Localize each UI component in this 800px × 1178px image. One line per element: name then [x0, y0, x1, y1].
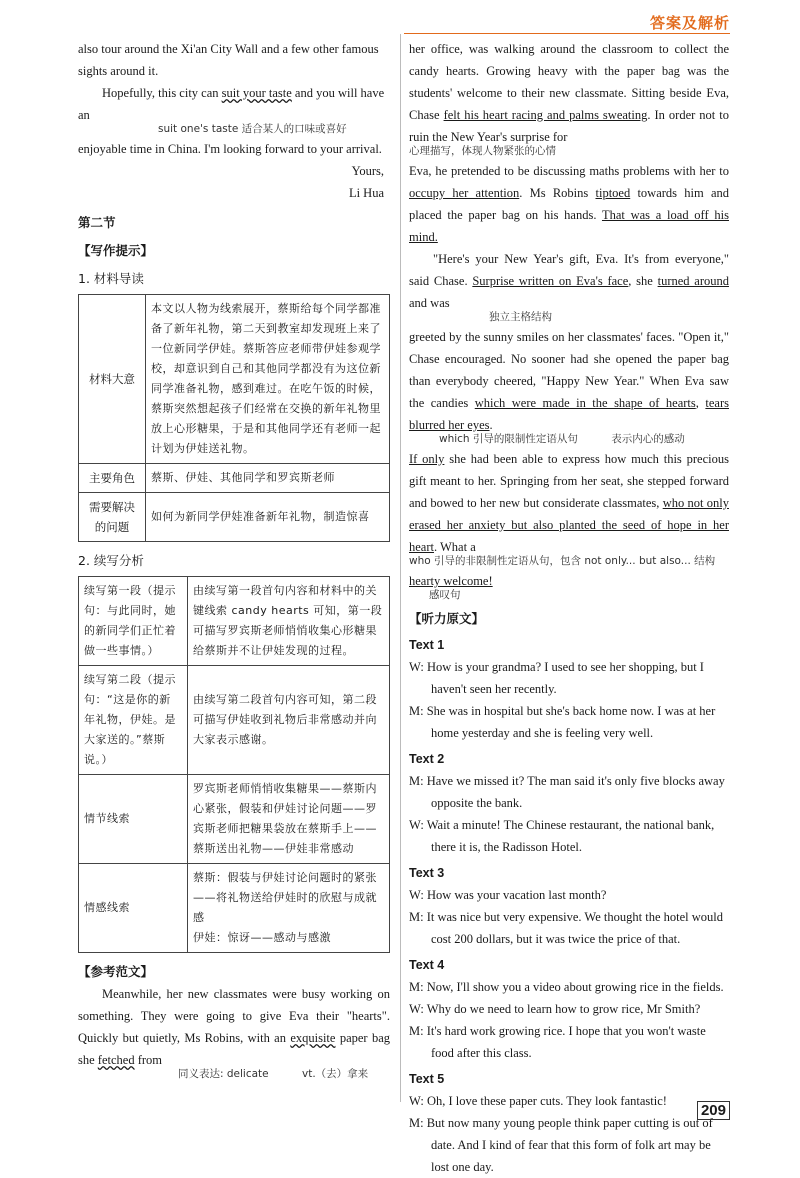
word-tiptoed: tiptoed	[595, 186, 631, 200]
model-essay-para-1: Meanwhile, her new classmates were busy working on something. They were going to give Eva their "hearts". Quickly but quietly, Ms Robins, with an exquisite paper bag she fetched from	[78, 987, 390, 1067]
annotation-synonym: 同义表达: delicate vt.（去）拿来	[178, 1068, 369, 1080]
letter-closing: Yours,	[351, 164, 384, 178]
phrase-suit-your-taste: suit your taste	[221, 86, 292, 100]
header-rule	[404, 33, 730, 34]
listening-text-1	[409, 634, 729, 744]
annotation-restrictive: which 引导的限制性定语从句 表示内心的感动	[439, 433, 685, 445]
dialog-line: M: It was nice but very expensive. We thought the hotel would cost 200 dollars, but it was twice the price of that.	[409, 910, 723, 946]
model-essay-para-2-cont: greeted by the sunny smiles on her classmates' faces. "Open it," Chase encouraged. No sooner had she opened the paper bag than everybody cheered, "Happy New Year." When Eva saw the candies which were made in the shape of hearts, tears blurred her eyes.	[409, 330, 729, 432]
left-column	[78, 38, 390, 1083]
writing-tips-heading: 【写作提示】	[78, 243, 154, 258]
letter-signature: Li Hua	[348, 186, 384, 200]
dialog-line: W: Oh, I love these paper cuts. They look fantastic!	[409, 1094, 667, 1108]
right-column	[409, 38, 729, 1178]
model-essay-para-2-end: If only she had been able to express how much this precious gift meant to her. Springing from her seat, she stepped forward and bowed to her new but considerate classmates, who not only erased her anxiety but also planted the seed of hope in her heart. What a	[409, 452, 729, 554]
table-label-cell: 需要解决的问题	[79, 493, 146, 542]
table-text-cell: 由续写第二段首句内容可知，第二段可描写伊娃收到礼物后非常感动并向大家表示感谢。	[188, 666, 390, 775]
dialog-line: W: Wait a minute! The Chinese restaurant, the national bank, there it is, the Radisson Hotel.	[409, 818, 715, 854]
dialog-line: W: How is your grandma? I used to see her shopping, but I haven't seen her recently.	[409, 660, 704, 696]
phrase-if-only: If only	[409, 452, 445, 466]
table-row	[79, 464, 390, 493]
table-row	[79, 295, 390, 464]
table-row	[79, 666, 390, 775]
dialog-line: W: Why do we need to learn how to grow rice, Mr Smith?	[409, 1002, 701, 1016]
text-title: Text 3	[409, 866, 445, 880]
phrase-heart-racing: felt his heart racing and palms sweating	[443, 108, 648, 122]
table-text-cell: 本文以人物为线索展开，蔡斯给每个同学都准备了新年礼物，第二天到教室却发现班上来了一位新同学伊娃。蔡斯答应老师带伊娃参观学校，却意识到自己和其他同学都没有为这位新同学准备礼物，感到难过。在吃午饭的时候，蔡斯突然想起孩子们经常在交换的新年礼物里放上心形糖果，于是和其他同学还有老师一起计划为伊娃送礼物。	[146, 295, 390, 464]
annotation-absolute: 独立主格结构	[489, 311, 552, 323]
page-number: 209	[697, 1101, 730, 1120]
column-divider	[400, 34, 401, 1102]
table-text-cell: 如何为新同学伊娃准备新年礼物，制造惊喜	[146, 493, 390, 542]
model-essay-para-2: "Here's your New Year's gift, Eva. It's from everyone," said Chase. Surprise written on Eva's face, she turned around and was	[409, 252, 729, 310]
text-title: Text 4	[409, 958, 445, 972]
table-text-cell: 罗宾斯老师悄悄收集糖果——蔡斯内心紧张，假装和伊娃讨论问题——罗宾斯老师把糖果袋放在蔡斯手上——蔡斯送出礼物——伊娃非常感动	[188, 775, 390, 864]
table-label-cell: 续写第二段（提示句：“这是你的新年礼物，伊娃。是大家送的。”蔡斯说。）	[79, 666, 188, 775]
table-text-cell: 蔡斯、伊娃、其他同学和罗宾斯老师	[146, 464, 390, 493]
continuation-analysis-heading: 2. 续写分析	[78, 553, 144, 568]
phrase-surprise-written: Surprise written on Eva's face	[472, 274, 629, 288]
table-text-cell: 由续写第一段首句内容和材料中的关键线索 candy hearts 可知，第一段可描写罗宾斯老师悄悄收集心形糖果给蔡斯并不让伊娃发现的过程。	[188, 577, 390, 666]
table-label-cell: 主要角色	[79, 464, 146, 493]
material-table	[78, 294, 390, 542]
annotation-psychological: 心理描写，体现人物紧张的心情	[409, 145, 556, 157]
listening-heading: 【听力原文】	[409, 611, 485, 626]
dialog-line: M: Have we missed it? The man said it's only five blocks away opposite the bank.	[409, 774, 725, 810]
dialog-line: M: It's hard work growing rice. I hope that you won't waste food after this class.	[409, 1024, 706, 1060]
phrase-tears-blurred: tears blurred her eyes	[409, 396, 729, 432]
phrase-not-only: who not only erased her anxiety but also planted the seed of hope in her heart	[409, 496, 729, 554]
dialog-line: M: Now, I'll show you a video about growing rice in the fields.	[409, 980, 724, 994]
text-title: Text 1	[409, 638, 445, 652]
analysis-table	[78, 576, 390, 953]
table-label-cell: 情节线索	[79, 775, 188, 864]
page-header-title: 答案及解析	[649, 14, 730, 32]
annotation-suit-taste: suit one's taste 适合某人的口味或喜好	[158, 123, 347, 135]
phrase-hearty-welcome: hearty welcome!	[409, 574, 493, 588]
letter-line-2: Hopefully, this city can suit your taste and you will have an	[78, 86, 385, 122]
annotation-exclamation: 感叹句	[429, 589, 461, 601]
table-label-cell: 材料大意	[79, 295, 146, 464]
phrase-occupy-attention: occupy her attention	[409, 186, 520, 200]
section-heading-2: 第二节	[78, 215, 116, 230]
phrase-load-off-mind: That was a load off his mind.	[409, 208, 729, 244]
table-row	[79, 775, 390, 864]
table-row	[79, 493, 390, 542]
text-title: Text 5	[409, 1072, 445, 1086]
phrase-shape-of-hearts: which were made in the shape of hearts	[474, 396, 696, 410]
table-row	[79, 577, 390, 666]
model-essay-para-1-cont: her office, was walking around the classroom to collect the candy hearts. Growing heavy with the paper bag was the students' welcome to their new classmate. Sitting beside Eva, Chase felt his heart racing and palms sweating. In order not to ruin the New Year's surprise for	[409, 42, 729, 144]
text-title: Text 2	[409, 752, 445, 766]
word-fetched: fetched	[97, 1053, 135, 1067]
table-row	[79, 864, 390, 953]
phrase-turned-around: turned around	[657, 274, 729, 288]
table-label-cell: 情感线索	[79, 864, 188, 953]
letter-line-1: also tour around the Xi'an City Wall and a few other famous sights around it.	[78, 42, 379, 78]
model-essay-heading: 【参考范文】	[78, 964, 154, 979]
model-essay-para-1-end: Eva, he pretended to be discussing maths problems with her to occupy her attention. Ms Robins tiptoed towards him and placed the paper bag on his hands. That was a load off his mind.	[409, 164, 729, 244]
listening-text-4	[409, 954, 729, 1064]
listening-text-3	[409, 862, 729, 950]
table-label-cell: 续写第一段（提示句：与此同时，她的新同学们正忙着做一些事情。）	[79, 577, 188, 666]
table-text-cell: 蔡斯：假装与伊娃讨论问题时的紧张——将礼物送给伊娃时的欣慰与成就感 伊娃：惊讶——感动与感激	[188, 864, 390, 953]
dialog-line: M: But now many young people think paper cutting is out of date. And I kind of fear that this form of folk art may be lost one day.	[409, 1116, 713, 1174]
material-guide-heading: 1. 材料导读	[78, 271, 144, 286]
listening-text-5	[409, 1068, 729, 1178]
word-exquisite: exquisite	[290, 1031, 336, 1045]
dialog-line: W: How was your vacation last month?	[409, 888, 607, 902]
listening-text-2	[409, 748, 729, 858]
annotation-nonrestrictive: who 引导的非限制性定语从句，包含 not only... but also... 结构	[409, 555, 716, 567]
dialog-line: M: She was in hospital but she's back home now. I was at her home yesterday and she is feeling very well.	[409, 704, 716, 740]
letter-line-3: enjoyable time in China. I'm looking forward to your arrival.	[78, 142, 382, 156]
